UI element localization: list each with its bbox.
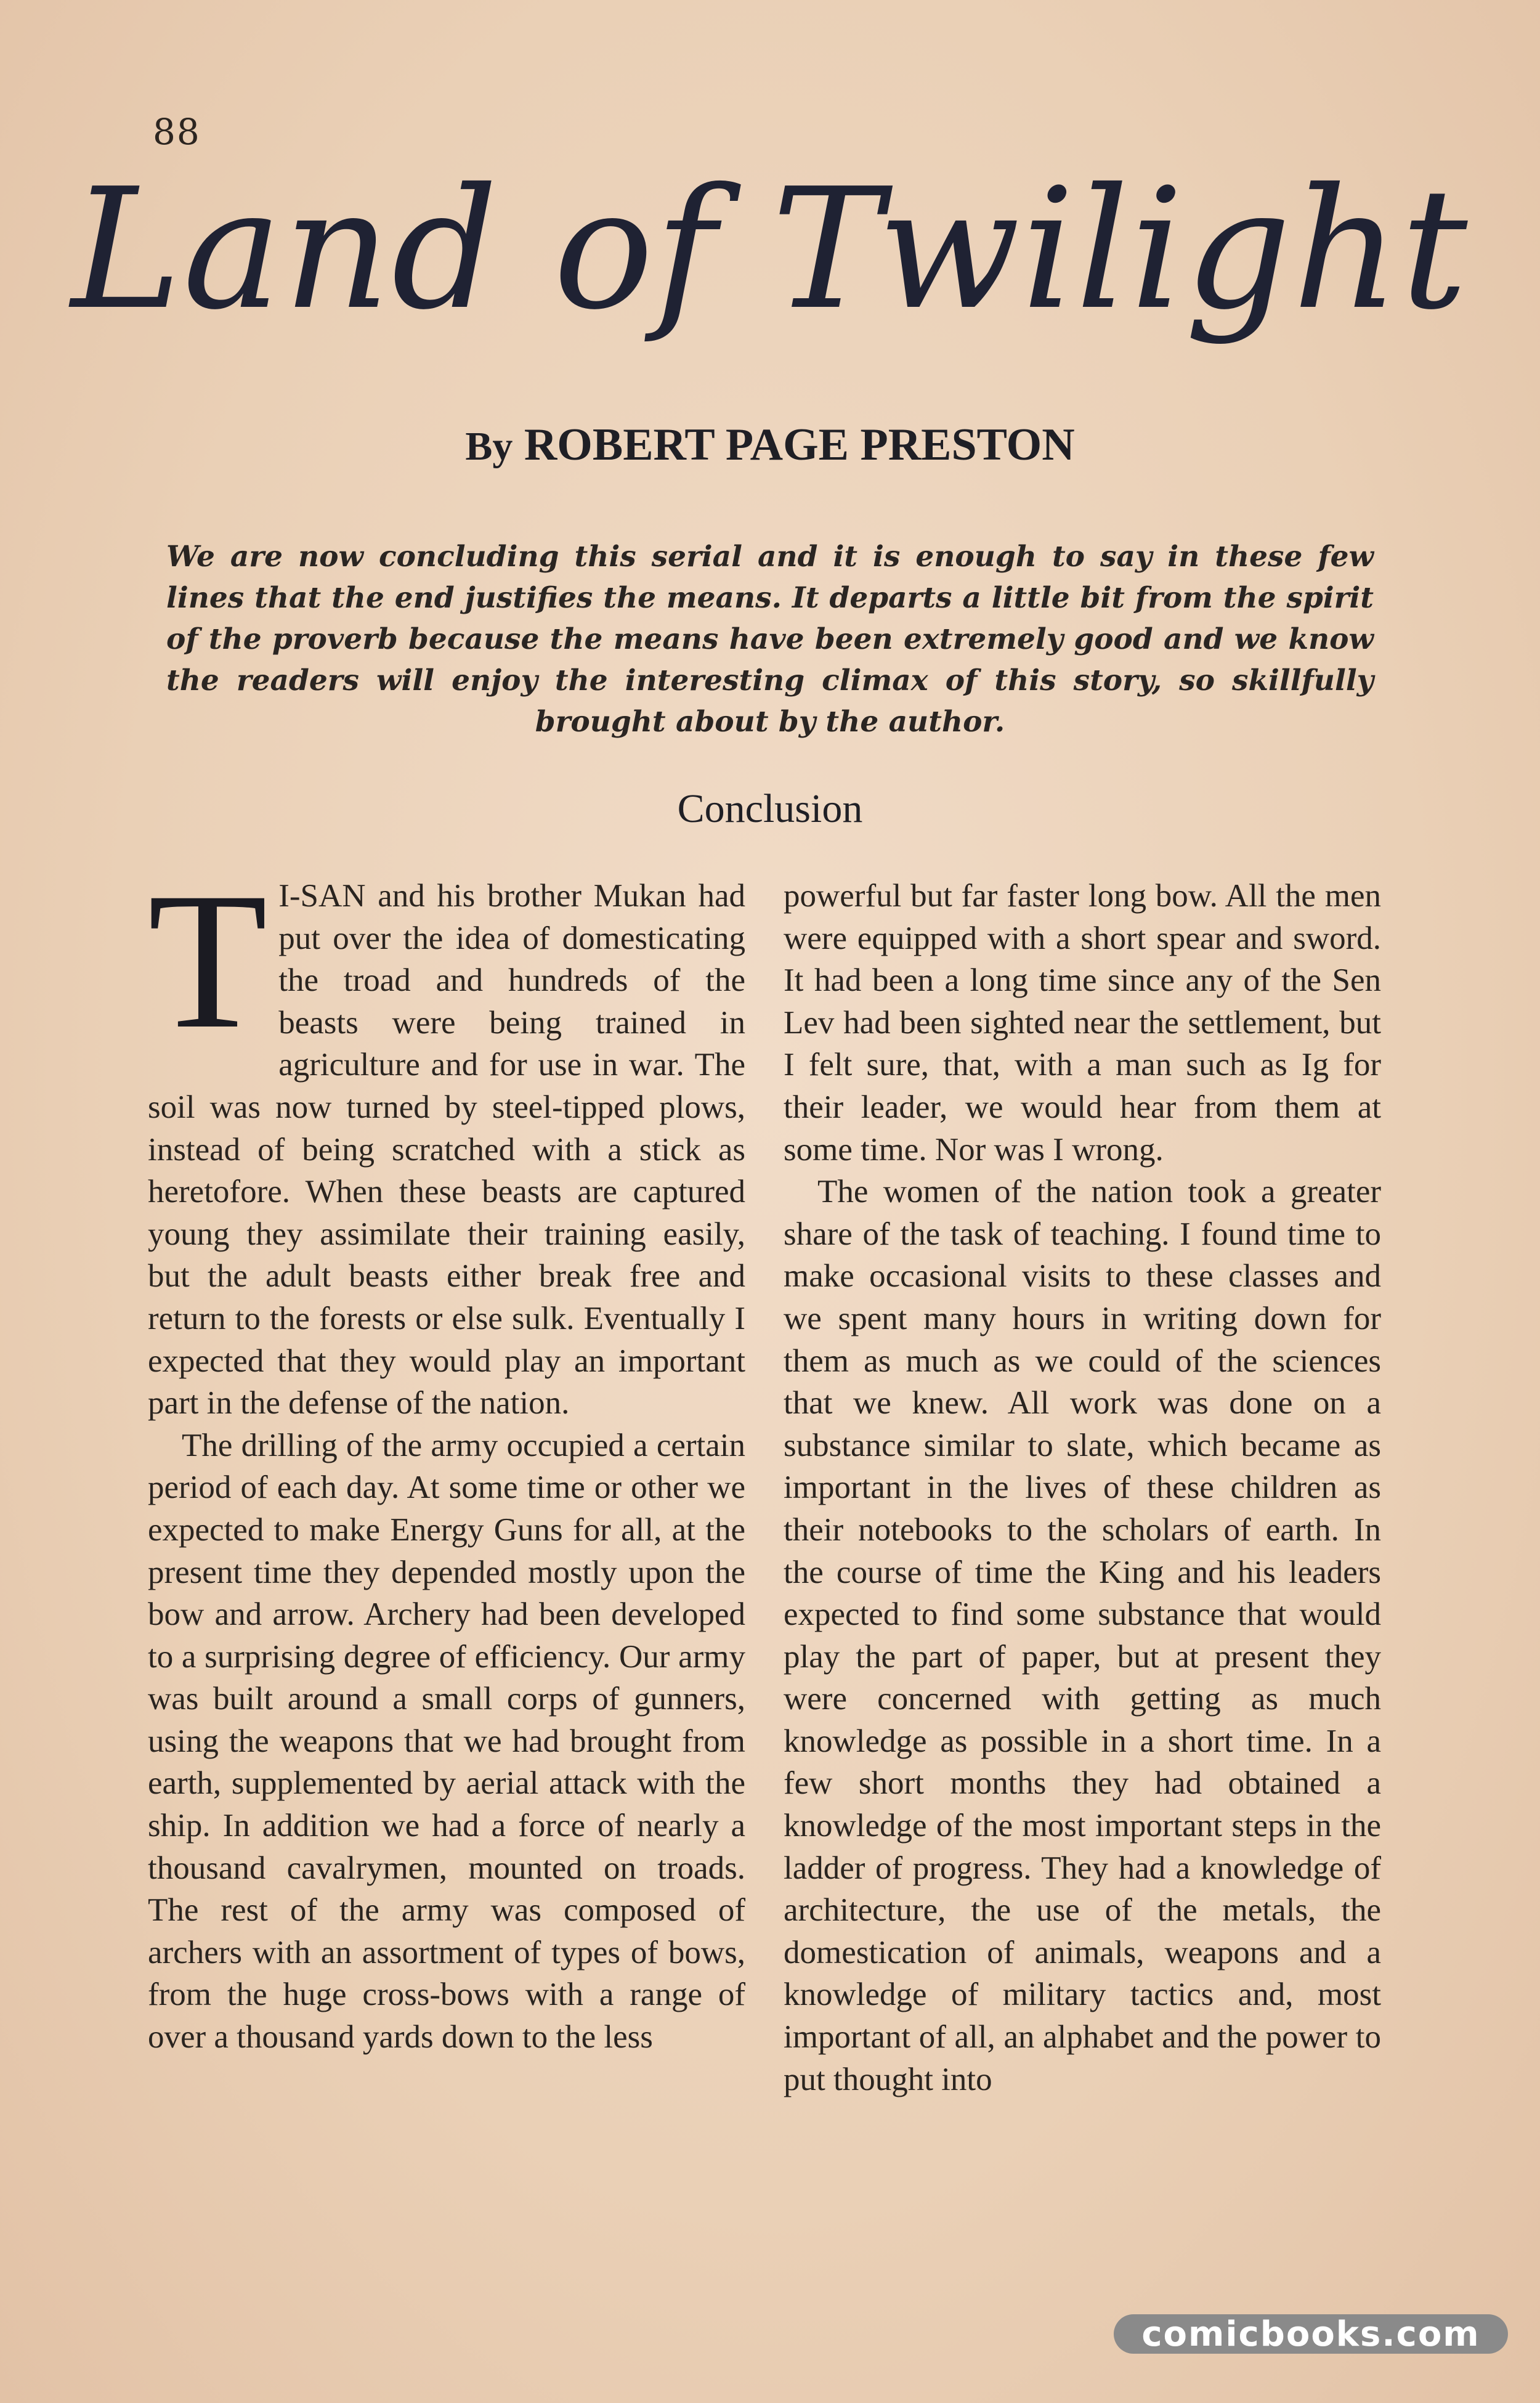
paragraph [148, 852, 745, 1425]
story-title: Land of Twilight [71, 152, 1469, 346]
byline [0, 419, 1540, 471]
paragraph-text: I-SAN and his brother Mukan had put over the idea of domesticating the troad and hundreds of the beasts were being trained in agriculture and for use in war. The soil was now turned by steel-tipped plows, instead of being scratched with a stick as heretofore. When these beasts are captured young they assimilate their training easily, but the adult beasts either break free and return to the forests or else sulk. Eventually I expected that they would play an important part in the defense of the nation. [148, 878, 745, 1421]
paragraph: The women of the nation took a greater share of the task of teaching. I found time to make occasional visits to these classes and we spent many hours in writing down for them as much as we could of the sciences that we knew. All work was done on a substance similar to slate, which became as important in the lives of these children as their notebooks to the scholars of earth. In the course of time the King and his leaders expected to find some substance that would play the part of paper, but at present they were concerned with getting as much knowledge as possible in a short time. In a few short months they had obtained a knowledge of the most important steps in the ladder of progress. They had a knowledge of architecture, the use of the metals, the domestication of animals, weapons and a knowledge of military tactics and, most important of all, an alphabet and the power to put thought into [784, 1174, 1381, 2097]
byline-author: ROBERT PAGE PRESTON [524, 420, 1075, 470]
drop-cap: T [148, 852, 268, 1069]
page-number: 88 [153, 111, 201, 153]
paragraph: powerful but far faster long bow. All the men were equipped with a short spear and sword. It had been a long time since any of the Sen Lev had been sighted near the settlement, but I felt sure, that, with a man such as Ig for their leader, we would hear from them at some time. Nor was I wrong. [784, 878, 1381, 1168]
left-column [148, 852, 745, 2059]
section-heading: Conclusion [677, 786, 863, 831]
editorial-intro: We are now concluding this serial and it is enough to say in these few lines that the end justifies the means. It departs a little bit from the spirit of the proverb because the means have been extremely good and we know the readers will enjoy the interesting climax of this story, so skillfully brought about by the author. [166, 540, 1374, 739]
paragraph: The drilling of the army occupied a certain period of each day. At some time or other we expected to make Energy Guns for all, at the present time they depended mostly upon the bow and arrow. Archery had been developed to a surprising degree of efficiency. Our army was built around a small corps of gunners, using the weapons that we had brought from earth, supplemented by aerial attack with the ship. In addition we had a force of nearly a thousand cavalrymen, mounted on troads. The rest of the army was composed of archers with an assortment of types of bows, from the huge cross-bows with a range of over a thousand yards down to the less [148, 1427, 745, 2055]
right-column [784, 875, 1381, 2100]
watermark-text: comicbooks.com [1141, 2314, 1480, 2354]
watermark-badge [1114, 2314, 1508, 2354]
byline-by: By [465, 424, 513, 469]
